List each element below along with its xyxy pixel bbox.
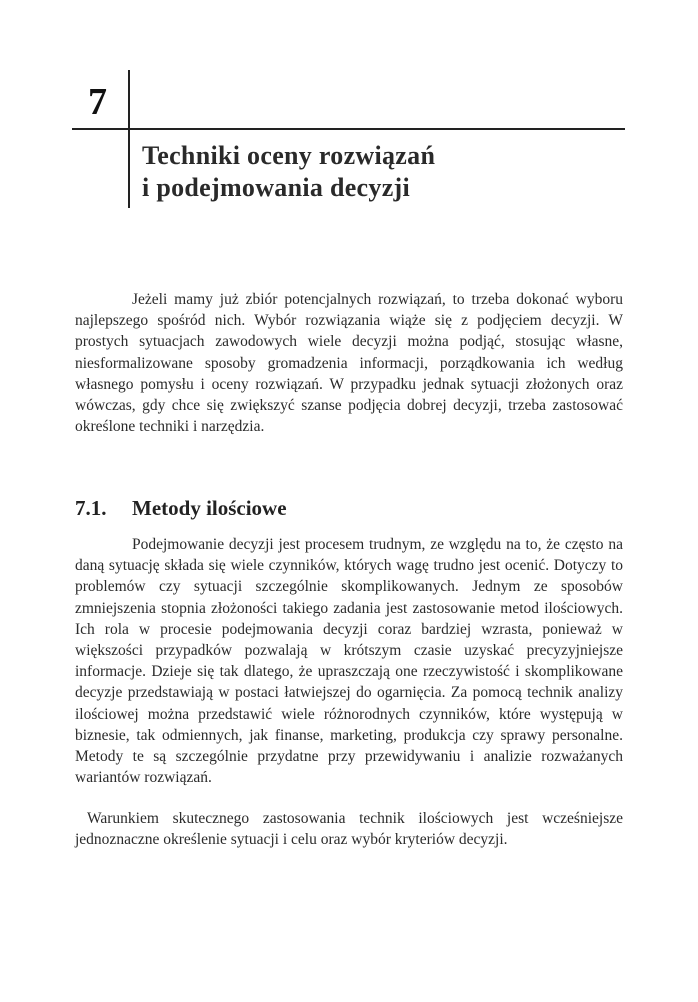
chapter-vertical-rule — [128, 70, 130, 208]
intro-paragraph: Jeżeli mamy już zbiór potencjalnych rozwiązań, to trzeba dokonać wyboru najlepszego spośród nich. Wybór rozwiązania wiąże się z podjęciem decyzji. W prostych sytuacjach zawodowych wiele decyzji można podjąć, stosując własne, niesformalizowane sposoby gromadzenia informacji, porządkowania ich według własnego pomysłu i oceny rozwiązań. W przypadku jednak sytuacji złożonych oraz wówczas, gdy chce się zwiększyć szanse podjęcia dobrej decyzji, trzeba zastosować określone techniki i narzędzia. — [75, 291, 623, 436]
chapter-title — [142, 140, 435, 204]
chapter-number: 7 — [88, 81, 107, 123]
section-paragraph-1: Podejmowanie decyzji jest procesem trudnym, ze względu na to, że często na daną sytuację składa się wiele czynników, których wagę trudno jest ocenić. Dotyczy to problemów czy sytuacji szczególnie skomplikowanych. Jednym ze sposobów zmniejszenia stopnia złożoności takiego zadania jest zastosowanie metod ilościowych. Ich rola w procesie podejmowania decyzji coraz bardziej wzrasta, ponieważ w większości przypadków pozwalają w krótszym czasie uzyskać precyzyjniejsze informacje. Dzieje się tak dlatego, że upraszczają one rzeczywistość i skomplikowane decyzje przedstawiają w postaci łatwiejszej do ogarnięcia. Za pomocą technik analizy ilościowej można przedstawić wiele różnorodnych czynników, które występują w biznesie, tak odmiennych, jak finanse, marketing, produkcja czy sprawy personalne. Metody te są szczególnie przydatne przy przewidywaniu i analizie rozważanych wariantów rozwiązań. — [75, 536, 623, 787]
chapter-title-line-1: Techniki oceny rozwiązań — [142, 141, 436, 170]
section-title: Metody ilościowe — [132, 496, 287, 520]
chapter-title-line-2: i podejmowania decyzji — [142, 173, 411, 202]
section-paragraph-2: Warunkiem skutecznego zastosowania technik ilościowych jest wcześniejsze jednoznaczne określenie sytuacji i celu oraz wybór kryteriów decyzji. — [75, 810, 623, 849]
section-number: 7.1. — [75, 496, 107, 520]
section-heading — [75, 496, 287, 521]
chapter-horizontal-rule — [72, 128, 625, 130]
